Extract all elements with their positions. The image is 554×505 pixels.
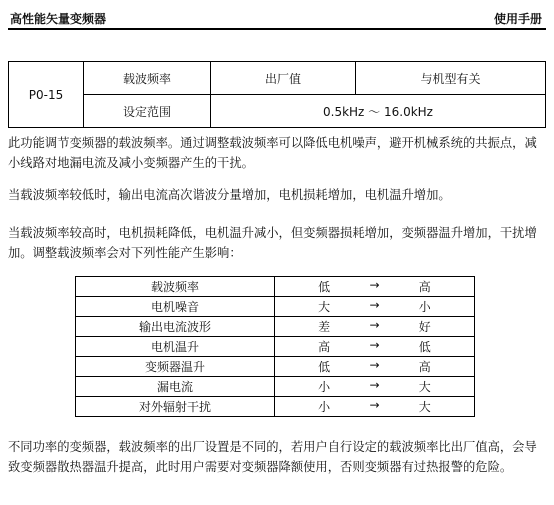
paragraph-intro: 此功能调节变频器的载波频率。通过调整载波频率可以降低电机噪声，避开机械系统的共振点，减小线路对地漏电流及减小变频器产生的干扰。 (8, 136, 537, 170)
effect-item: 对外辐射干扰 (76, 397, 275, 417)
effect-from: 小 (318, 380, 331, 394)
arrow-icon: → (369, 318, 380, 332)
effect-trend (275, 337, 475, 357)
effect-trend (275, 377, 475, 397)
effect-trend (275, 357, 475, 377)
effect-to: 大 (418, 380, 431, 394)
param-name: 载波频率 (84, 62, 211, 95)
effect-from: 大 (318, 300, 331, 314)
effect-trend (275, 277, 475, 297)
effect-to: 高 (418, 360, 431, 374)
effect-from: 差 (318, 320, 331, 334)
paragraph-low-carrier: 当载波频率较低时，输出电流高次谐波分量增加，电机损耗增加，电机温升增加。 (8, 188, 451, 202)
effect-to: 高 (418, 280, 431, 294)
arrow-icon: → (369, 378, 380, 392)
effect-item: 电机温升 (76, 337, 275, 357)
effect-trend (275, 297, 475, 317)
effect-from: 低 (318, 360, 331, 374)
arrow-icon: → (369, 298, 380, 312)
manual-product-title: 高性能矢量变频器 (10, 12, 107, 26)
arrow-icon: → (369, 338, 380, 352)
arrow-icon: → (369, 358, 380, 372)
arrow-icon: → (369, 398, 380, 412)
param-default-label: 出厂值 (211, 62, 356, 95)
effect-trend (275, 397, 475, 417)
effect-to: 好 (418, 320, 431, 334)
effects-row (76, 337, 475, 357)
page-header (8, 8, 546, 30)
effect-item: 电机噪音 (76, 297, 275, 317)
effects-row (76, 297, 475, 317)
effects-row (76, 397, 475, 417)
effect-from: 小 (318, 400, 331, 414)
effect-from: 低 (318, 280, 331, 294)
effect-to: 大 (418, 400, 431, 414)
effects-row (76, 277, 475, 297)
effect-from: 高 (318, 340, 331, 354)
effects-row (76, 377, 475, 397)
effect-to: 小 (418, 300, 431, 314)
carrier-effects-table (75, 276, 475, 417)
effects-row (76, 357, 475, 377)
paragraph-warning: 不同功率的变频器，载波频率的出厂设置是不同的，若用户自行设定的载波频率比出厂值高，会导致变频器散热器温升提高，此时用户需要对变频器降额使用，否则变频器有过热报警的危险。 (8, 440, 537, 474)
effect-to: 低 (418, 340, 431, 354)
manual-section-title: 使用手册 (493, 12, 542, 26)
effects-row (76, 317, 475, 337)
effect-item: 载波频率 (76, 277, 275, 297)
param-range-value: 0.5kHz ～ 16.0kHz (211, 95, 546, 128)
param-default-value: 与机型有关 (356, 62, 546, 95)
paragraph-high-carrier: 当载波频率较高时，电机损耗降低，电机温升减小，但变频器损耗增加，变频器温升增加，干扰增加。调整载波频率会对下列性能产生影响： (8, 226, 537, 260)
effect-item: 漏电流 (76, 377, 275, 397)
effect-item: 输出电流波形 (76, 317, 275, 337)
param-range-label: 设定范围 (84, 95, 211, 128)
effect-trend (275, 317, 475, 337)
arrow-icon: → (369, 278, 380, 292)
param-code: P0-15 (9, 62, 84, 128)
effect-item: 变频器温升 (76, 357, 275, 377)
parameter-table (8, 61, 546, 128)
